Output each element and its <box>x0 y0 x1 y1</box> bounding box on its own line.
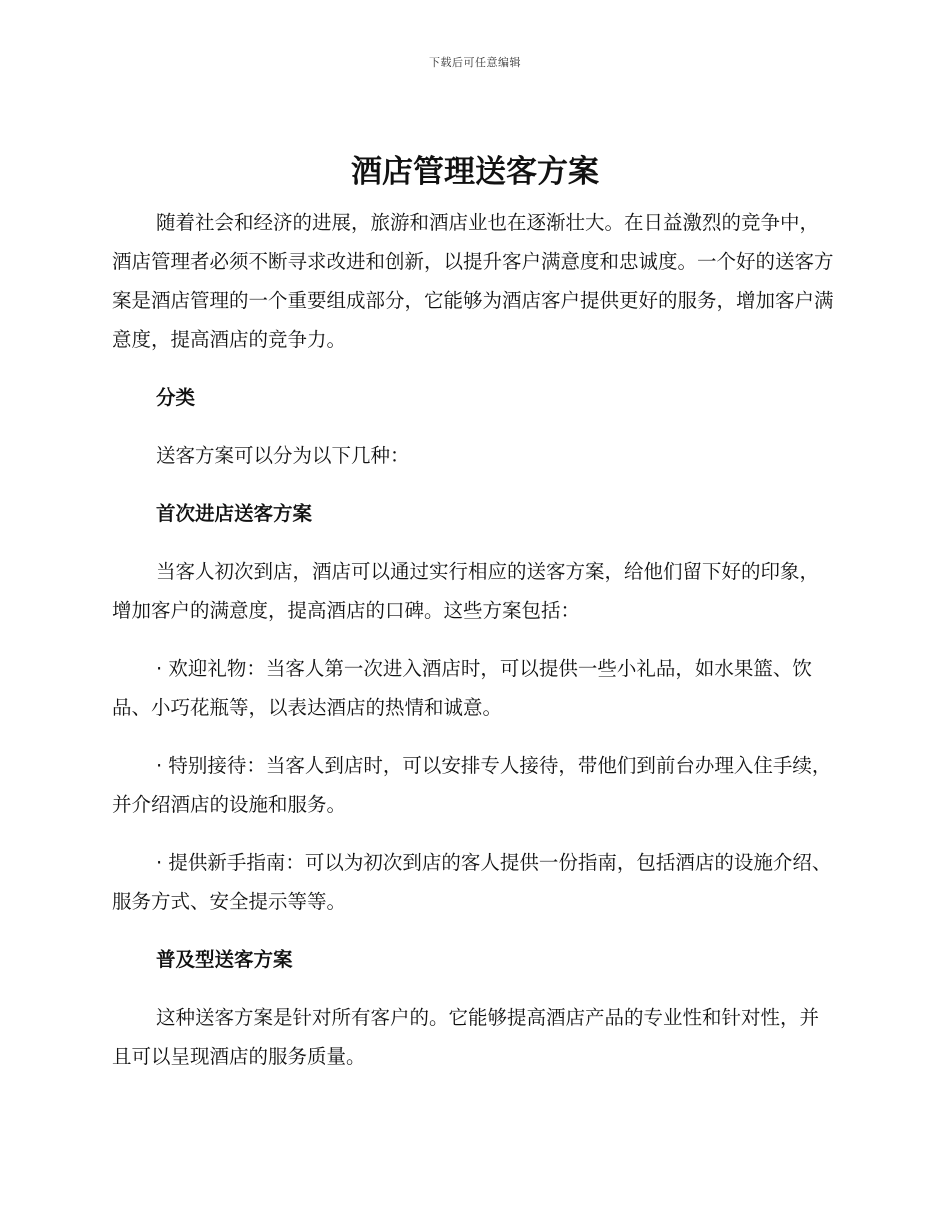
bullet-item-newcomer-guide: · 提供新手指南：可以为初次到店的客人提供一份指南，包括酒店的设施介绍、服务方式、安全提示等等。 <box>112 851 832 913</box>
section-heading-general: 普及型送客方案 <box>156 948 293 971</box>
section-heading-first-visit: 首次进店送客方案 <box>156 502 313 525</box>
classification-paragraph: 送客方案可以分为以下几种： <box>156 444 410 467</box>
intro-paragraph: 随着社会和经济的进展，旅游和酒店业也在逐渐壮大。在日益激烈的竞争中，酒店管理者必须不断寻求改进和创新，以提升客户满意度和忠诚度。一个好的送客方案是酒店管理的一个重要组成部分，它能够为酒店客户提供更好的服务，增加客户满意度，提高酒店的竞争力。 <box>112 211 834 351</box>
bullet-item-welcome-gift: · 欢迎礼物：当客人第一次进入酒店时，可以提供一些小礼品，如水果篮、饮品、小巧花瓶等，以表达酒店的热情和诚意。 <box>112 657 812 719</box>
document-body <box>112 203 834 1076</box>
bullet-item-special-reception: · 特别接待：当客人到店时，可以安排专人接待，带他们到前台办理入住手续，并介绍酒店的设施和服务。 <box>112 754 832 816</box>
page-header-note: 下载后可任意编辑 <box>429 56 521 69</box>
general-paragraph: 这种送客方案是针对所有客户的。它能够提高酒店产品的专业性和针对性，并且可以呈现酒店的服务质量。 <box>112 1006 820 1068</box>
section-heading-classification: 分类 <box>156 386 196 409</box>
first-visit-paragraph: 当客人初次到店，酒店可以通过实行相应的送客方案，给他们留下好的印象，增加客户的满意度，提高酒店的口碑。这些方案包括： <box>112 560 820 622</box>
document-title: 酒店管理送客方案 <box>351 154 599 190</box>
